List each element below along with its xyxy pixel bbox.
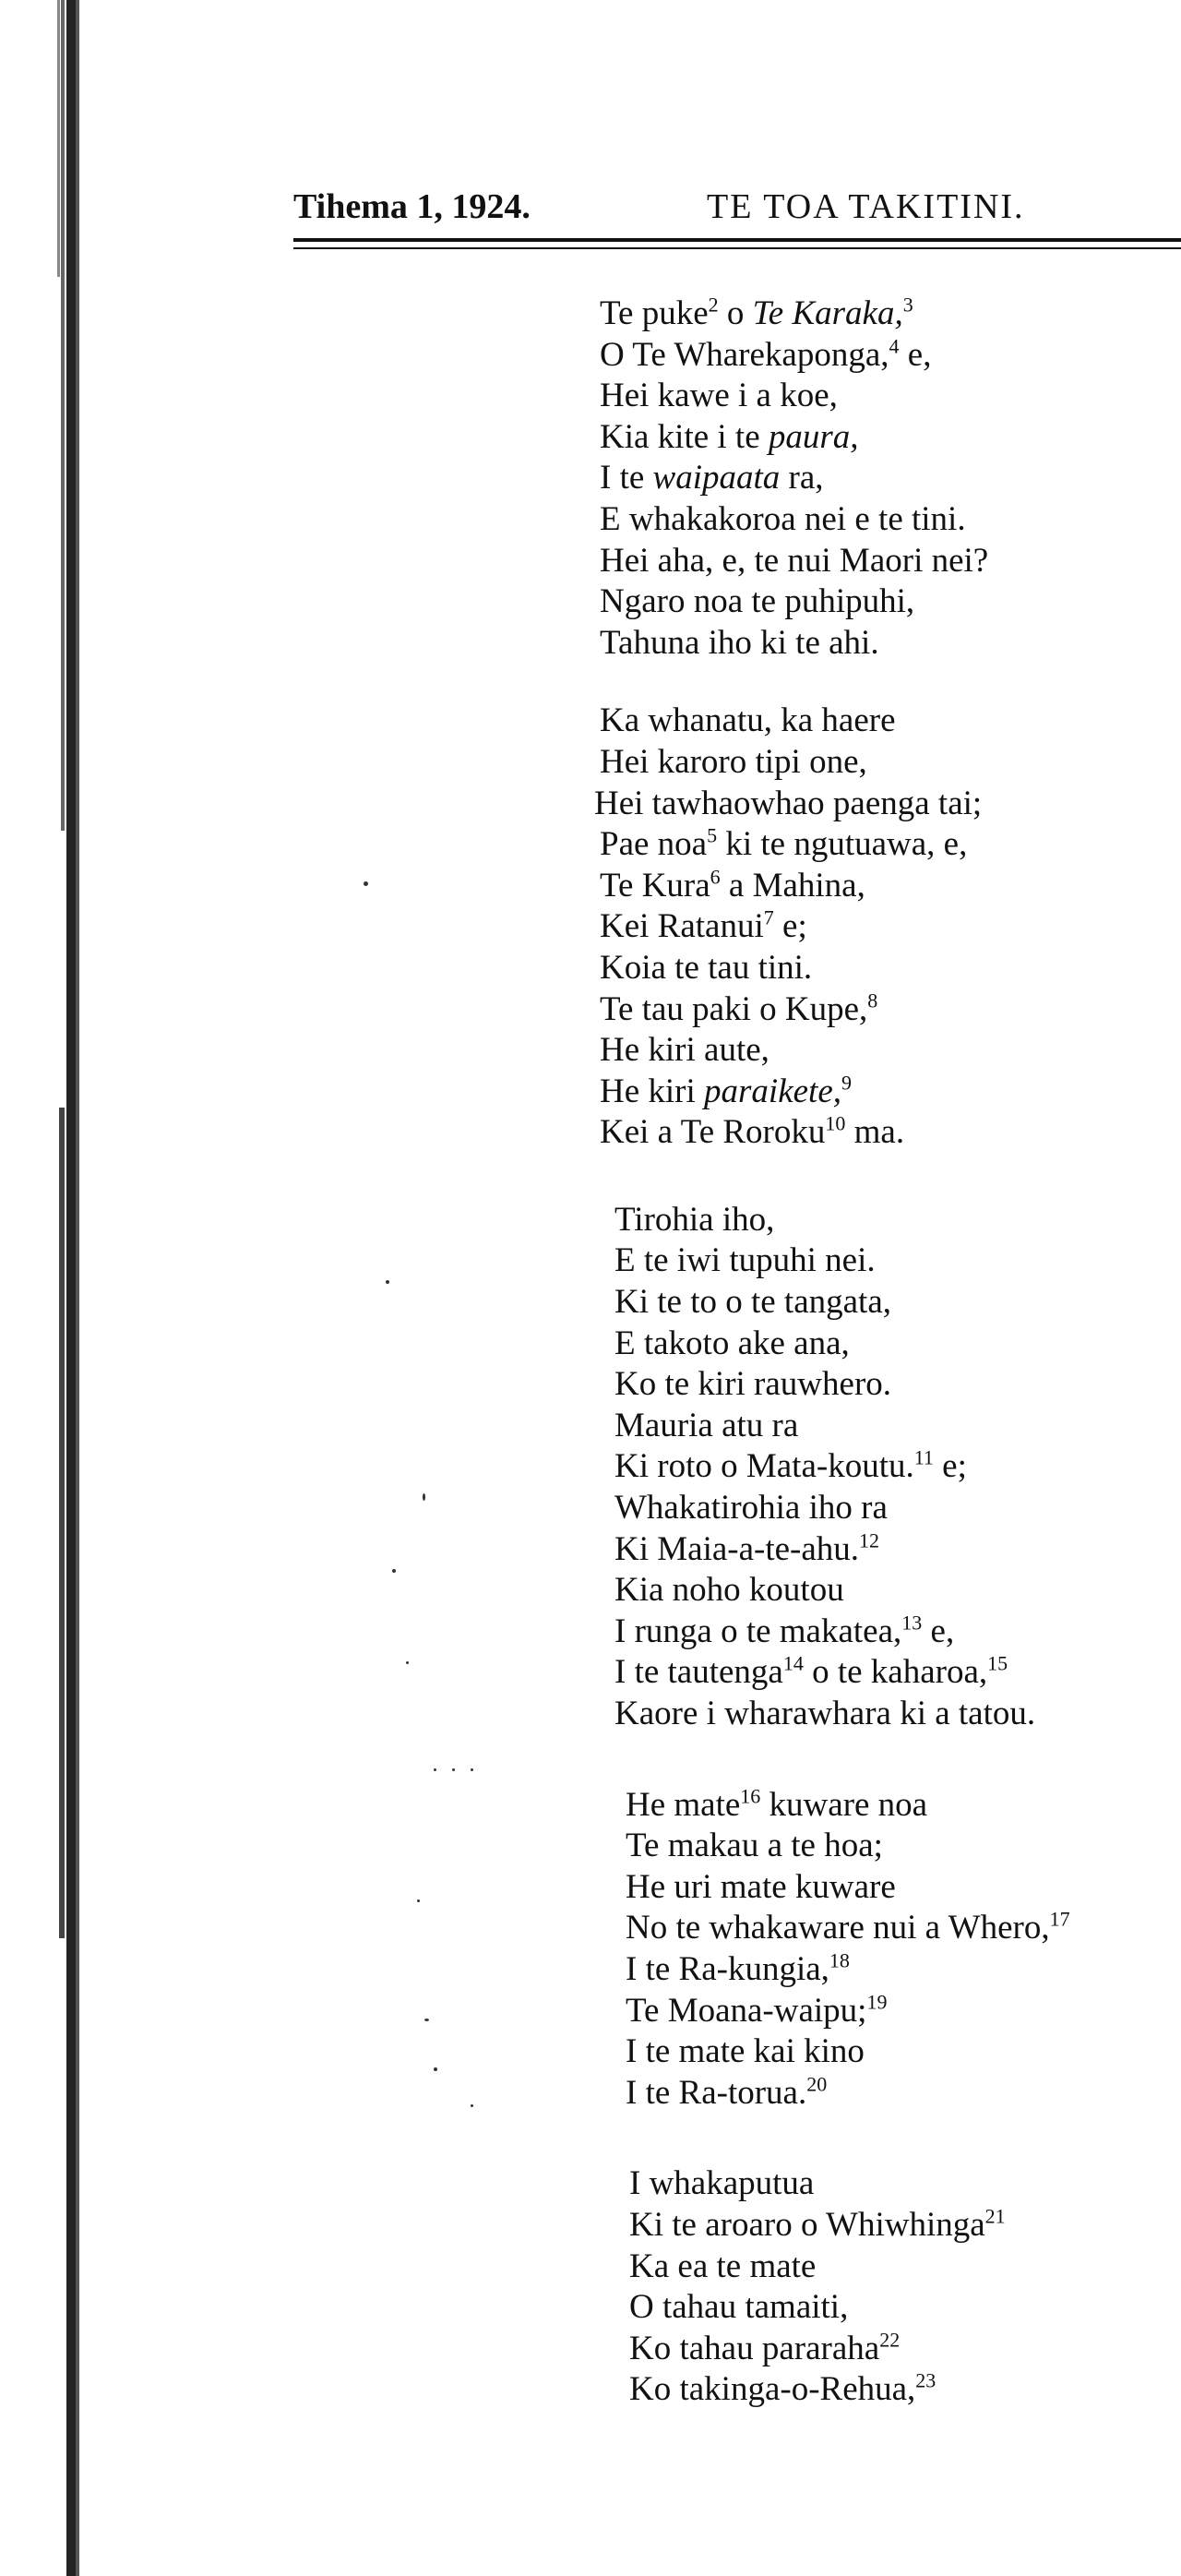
line-text: Te tau paki o Kupe, (600, 989, 868, 1028)
poem-line (600, 623, 1181, 665)
poem-line (614, 1652, 1181, 1694)
poem-line (629, 2247, 1181, 2288)
footnote-marker: 11 (913, 1446, 934, 1470)
scan-speck (423, 1493, 425, 1501)
line-text: Mauria atu ra (614, 1406, 799, 1444)
poem-line (600, 1112, 1181, 1154)
poem-body (594, 293, 1181, 2411)
scan-speck (471, 1768, 473, 1771)
line-text: Koia te tau tini. (600, 948, 813, 987)
footnote-marker: 23 (915, 2368, 936, 2392)
scan-speck (417, 1899, 420, 1902)
poem-line (600, 824, 1181, 866)
line-text: Ki Maia-a-te-ahu. (614, 1529, 860, 1568)
scan-speck (471, 2104, 473, 2107)
line-text: Ka whanatu, ka haere (600, 701, 896, 740)
poem-line (600, 1072, 1181, 1113)
line-text: Tirohia iho, (614, 1200, 775, 1239)
scan-speck (424, 2019, 429, 2021)
line-text: No te whakaware nui a Whero, (626, 1909, 1050, 1947)
scan-speck (406, 1661, 409, 1664)
poem-line (626, 1949, 1181, 1991)
poem-line (626, 1785, 1181, 1827)
line-text: O Te Wharekaponga, (600, 335, 889, 374)
line-text: Kia noho koutou (614, 1571, 844, 1610)
scan-speck (364, 881, 368, 886)
footnote-marker: 21 (984, 2204, 1006, 2228)
line-text: I te Ra-torua. (626, 2073, 807, 2112)
footnote-marker: 15 (987, 1652, 1008, 1676)
poem-line (614, 1324, 1181, 1365)
line-text: Hei aha, e, te nui Maori nei? (600, 541, 989, 580)
line-text-italic: paura, (768, 417, 859, 456)
line-text: o te kaharoa, (803, 1653, 988, 1692)
scan-binding-edge (0, 0, 138, 2576)
scan-speck (434, 1768, 436, 1771)
footnote-marker: 2 (708, 293, 719, 317)
line-text: Tahuna iho ki te ahi. (600, 623, 879, 662)
line-text: He mate (626, 1785, 741, 1824)
line-text-italic: paraikete, (704, 1072, 842, 1110)
footnote-marker: 5 (707, 823, 718, 847)
poem-line (600, 989, 1181, 1031)
poem-line (629, 2369, 1181, 2411)
stanza-5 (629, 2163, 1181, 2411)
poem-line (626, 1826, 1181, 1867)
footnote-marker: 9 (841, 1071, 853, 1095)
stanza-2 (594, 701, 1181, 1154)
line-text: I te Ra-kungia, (626, 1949, 829, 1988)
footnote-marker: 20 (806, 2072, 828, 2096)
poem-line (614, 1694, 1181, 1735)
line-text: Ka ea te mate (629, 2247, 817, 2285)
poem-line (614, 1488, 1181, 1529)
line-text: I te (600, 459, 653, 497)
stanza-4 (626, 1785, 1181, 2115)
poem-line (614, 1570, 1181, 1611)
line-text: ra, (780, 459, 824, 497)
line-text: Ki te to o te tangata, (614, 1283, 892, 1322)
line-text-italic: waipaata (652, 459, 781, 497)
line-text: Hei karoro tipi one, (600, 742, 867, 781)
line-text: a Mahina, (720, 866, 865, 905)
line-text: e, (922, 1611, 955, 1650)
line-text: ma. (845, 1113, 905, 1152)
poem-line (614, 1406, 1181, 1447)
footnote-marker: 19 (866, 1990, 888, 2014)
line-text: ki te ngutuawa, e, (717, 825, 968, 864)
footnote-marker: 7 (763, 905, 774, 929)
poem-line (600, 1030, 1181, 1072)
footnote-marker: 18 (829, 1948, 850, 1972)
scan-speck (452, 1768, 455, 1771)
poem-line (614, 1364, 1181, 1406)
poem-line (626, 1991, 1181, 2032)
poem-line (629, 2329, 1181, 2370)
header-rule-thick (293, 238, 1181, 242)
line-text: Te makau a te hoa; (626, 1827, 883, 1865)
line-text: Ki roto o Mata-koutu. (614, 1447, 914, 1486)
footnote-marker: 4 (889, 334, 900, 358)
poem-line (614, 1446, 1181, 1488)
poem-line (614, 1529, 1181, 1571)
poem-line (629, 2287, 1181, 2329)
footnote-marker: 6 (710, 865, 721, 889)
poem-line (600, 701, 1181, 742)
poem-line (614, 1240, 1181, 1282)
line-text: He uri mate kuware (626, 1867, 896, 1906)
line-text: E whakakoroa nei e te tini. (600, 499, 966, 538)
scan-speck (386, 1280, 389, 1284)
line-text: I runga o te makatea, (614, 1611, 902, 1650)
line-text: He kiri (600, 1072, 705, 1110)
footnote-marker: 3 (902, 293, 913, 317)
footnote-marker: 22 (879, 2328, 901, 2352)
line-text: Ko takinga-o-Rehua, (629, 2370, 916, 2409)
line-text: Ko te kiri rauwhero. (614, 1365, 892, 1404)
poem-line (600, 541, 1181, 582)
stanza-3 (614, 1200, 1181, 1735)
poem-line (600, 906, 1181, 948)
line-text: kuware noa (760, 1785, 928, 1824)
line-text: E te iwi tupuhi nei. (614, 1241, 876, 1280)
line-text: Kia kite i te (600, 417, 769, 456)
poem-line (600, 376, 1181, 417)
line-text: E takoto ake ana, (614, 1324, 850, 1362)
page-header (293, 186, 1181, 242)
footnote-marker: 16 (740, 1784, 761, 1808)
line-text: Te Kura (600, 866, 710, 905)
scan-speck (392, 1569, 396, 1573)
footnote-marker: 17 (1049, 1908, 1070, 1932)
line-text: Ko tahau pararaha (629, 2329, 880, 2367)
footnote-marker: 12 (859, 1528, 880, 1552)
line-text: Kei Ratanui (600, 907, 764, 946)
line-text: Kaore i wharawhara ki a tatou. (614, 1695, 1036, 1732)
line-text: e; (773, 907, 807, 946)
header-title: TE TOA TAKITINI. (707, 187, 1025, 226)
line-text: Te Moana-waipu; (626, 1991, 867, 2030)
poem-line (626, 2073, 1181, 2115)
line-text: e, (899, 335, 932, 374)
footnote-marker: 10 (825, 1111, 846, 1135)
line-text: I te mate kai kino (626, 2032, 865, 2071)
poem-line (600, 866, 1181, 907)
poem-line (600, 742, 1181, 784)
poem-line (600, 458, 1181, 499)
line-text: I whakaputua (629, 2164, 815, 2203)
poem-line (629, 2163, 1181, 2205)
line-text: Te puke (600, 294, 709, 332)
line-text: Hei kawe i a koe, (600, 377, 838, 415)
line-text: o (718, 294, 753, 332)
poem-line (626, 2031, 1181, 2073)
footnote-marker: 8 (867, 988, 878, 1012)
stanza-1 (600, 294, 1181, 664)
poem-line (626, 1908, 1181, 1949)
line-text: Ngaro noa te puhipuhi, (600, 582, 915, 621)
line-text: Whakatirohia iho ra (614, 1489, 888, 1528)
poem-line (614, 1282, 1181, 1324)
poem-line (600, 499, 1181, 541)
scan-speck (434, 2067, 437, 2071)
footnote-marker: 14 (782, 1652, 804, 1676)
header-rule-thin (293, 247, 1181, 249)
line-text: O tahau tamaiti, (629, 2288, 849, 2327)
poem-line (600, 294, 1181, 335)
line-text: Ki te aroaro o Whiwhinga (629, 2205, 985, 2244)
poem-line (614, 1611, 1181, 1653)
line-text: Hei tawhaowhao paenga tai; (594, 784, 983, 822)
poem-line (600, 581, 1181, 623)
poem-line (600, 948, 1181, 989)
line-text: e; (933, 1447, 967, 1486)
poem-line (600, 335, 1181, 377)
line-text-italic: Te Karaka, (752, 294, 903, 332)
poem-line (600, 417, 1181, 459)
line-text: Pae noa (600, 825, 708, 864)
line-text: He kiri aute, (600, 1031, 769, 1070)
footnote-marker: 13 (901, 1611, 923, 1635)
poem-line (626, 1867, 1181, 1909)
header-date: Tihema 1, 1924. (293, 187, 531, 226)
poem-line (614, 1200, 1181, 1241)
line-text: Kei a Te Roroku (600, 1113, 826, 1152)
poem-line (629, 2205, 1181, 2247)
poem-line (594, 784, 1181, 825)
line-text: I te tautenga (614, 1653, 783, 1692)
